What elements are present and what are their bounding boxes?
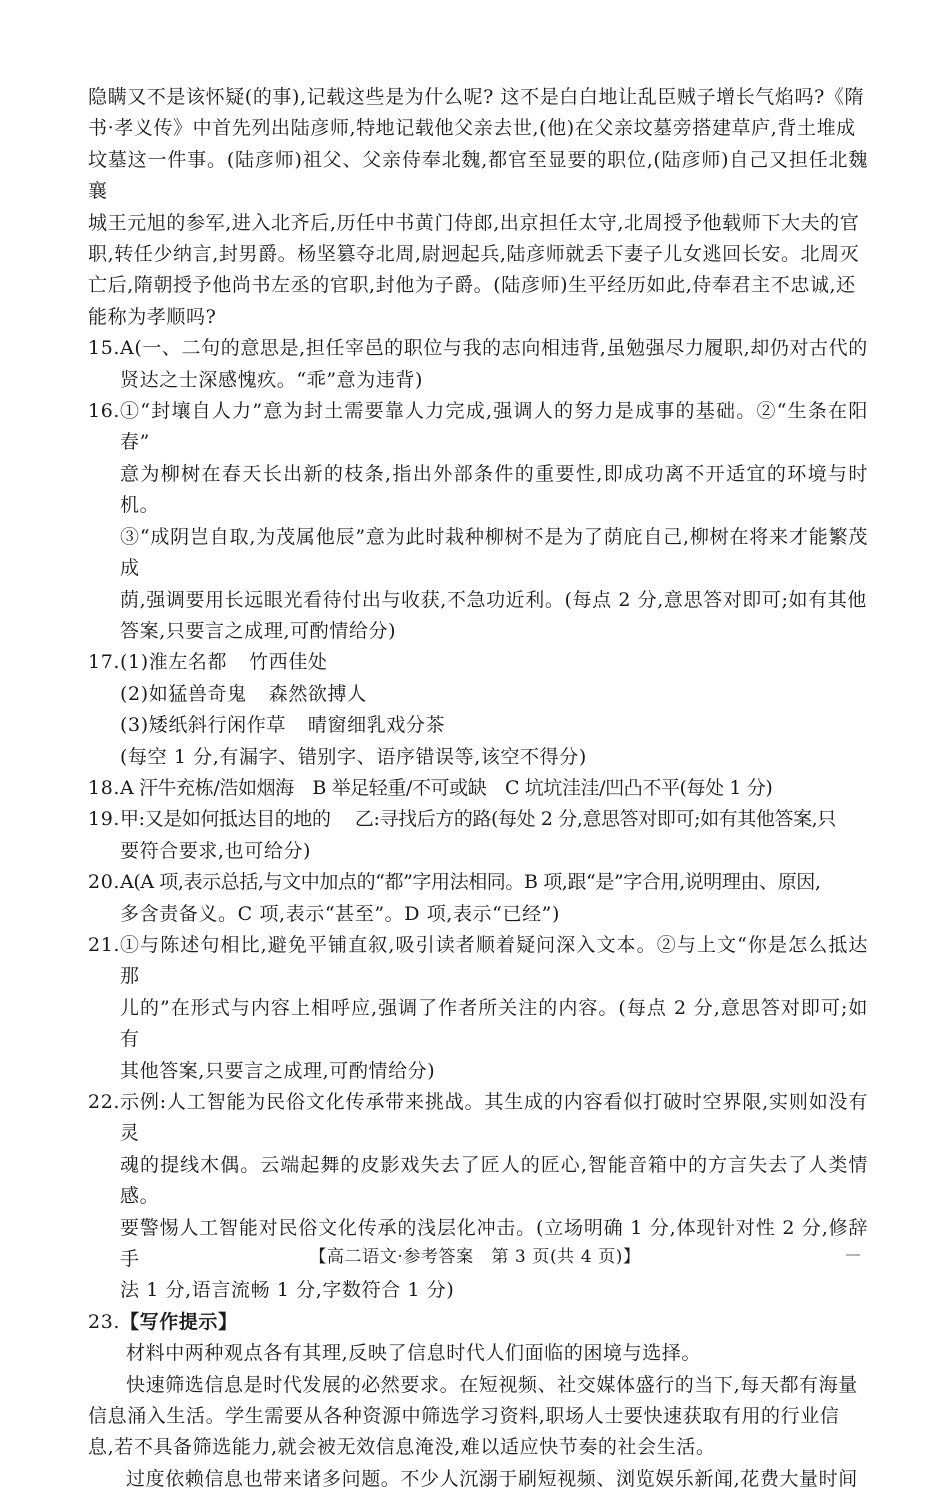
question-16 <box>88 396 868 647</box>
text-line: A(A 项,表示总括,与文中加点的“都”字用法相同。B 项,跟“是”字合用,说明理由、原因, <box>120 871 821 894</box>
question-number: 23. <box>88 1310 121 1333</box>
question-23 <box>88 1307 868 1338</box>
page-footer: 【高二语文·参考答案 第 3 页(共 4 页)】 <box>309 1247 641 1267</box>
question-number: 21. <box>88 933 121 956</box>
text-line: 贤达之士深感愧疚。“乖”意为违背) <box>120 368 424 391</box>
text-line: ①“封壤自人力”意为封土需要靠人力完成,强调人的努力是成事的基础。②“生条在阳春” <box>120 400 868 454</box>
text-line: 过度依赖信息也带来诸多问题。不少人沉溺于刷短视频、浏览娱乐新闻,花费大量时间 <box>126 1467 858 1490</box>
text-line: A(一、二句的意思是,担任宰邑的职位与我的志向相违背,虽勉强尽力履职,却仍对古代的 <box>120 337 868 360</box>
answer-first: (1)淮左名都 <box>120 651 228 674</box>
text-line: 材料中两种观点各有其理,反映了信息时代人们面临的困境与选择。 <box>126 1342 702 1365</box>
text-line: 城王元旭的参军,进入北齐后,历任中书黄门侍郎,出京担任太守,北周授予他载师下大夫的官 <box>88 211 860 234</box>
question-21 <box>88 930 868 1087</box>
text-line: A 汗牛充栋/浩如烟海 B 举足轻重/不可或缺 C 坑坑洼洼/凹凸不平(每处 1 分) <box>120 776 773 799</box>
question-number: 22. <box>88 1091 121 1113</box>
answer-line <box>120 679 868 710</box>
writing-tips-heading: 【写作提示】 <box>120 1310 238 1333</box>
text-line: ①与陈述句相比,避免平铺直叙,吸引读者顺着疑问深入文本。②与上文“你是怎么抵达那 <box>120 933 868 988</box>
answer-second: 森然欲搏人 <box>268 682 367 705</box>
answer-line <box>120 710 868 741</box>
text-line: ③“成阴岂自取,为茂属他辰”意为此时栽种柳树不是为了荫庇自己,柳树在将来才能繁茂成 <box>120 525 868 580</box>
text-line: 答案,只要言之成理,可酌情给分) <box>120 619 397 642</box>
scoring-note: (每空 1 分,有漏字、错别字、语序错误等,该空不得分) <box>120 745 587 768</box>
question-15 <box>88 333 868 396</box>
text-line: 荫,强调要用长远眼光看待付出与收获,不急功近利。(每点 2 分,意思答对即可;如有其他 <box>120 588 867 611</box>
answer-second: 竹西佳处 <box>249 651 328 674</box>
question-number: 15. <box>88 337 121 360</box>
text-line: 能称为孝顺吗? <box>88 305 217 328</box>
question-number: 18. <box>88 776 121 799</box>
answer-first: (2)如猛兽奇鬼 <box>120 682 247 705</box>
text-line: 隐瞒又不是该怀疑(的事),记载这些是为什么呢? 这不是白白地让乱臣贼子增长气焰吗?《隋 <box>88 86 865 108</box>
text-line: 要符合要求,也可给分) <box>120 839 312 862</box>
text-line: 示例:人工智能为民俗文化传承带来挑战。其生成的内容看似打破时空界限,实则如没有灵 <box>120 1091 868 1145</box>
question-number: 17. <box>88 651 121 674</box>
text-line: 坟墓这一件事。(陆彦师)祖父、父亲侍奉北魏,都官至显要的职位,(陆彦师)自己又担任北魏襄 <box>88 148 868 203</box>
text-line: 书·孝义传》中首先列出陆彦师,特地记载他父亲去世,(他)在父亲坟墓旁搭建草庐,背土堆成 <box>88 117 856 140</box>
text-line: 息,若不具备筛选能力,就会被无效信息淹没,难以适应快节奏的社会生活。 <box>88 1436 716 1459</box>
question-number: 20. <box>88 871 121 894</box>
answer-page <box>88 82 868 1495</box>
answer-first: (3)矮纸斜行闲作草 <box>120 714 286 737</box>
question-19 <box>88 804 868 867</box>
text-line: 儿的”在形式与内容上相呼应,强调了作者所关注的内容。(每点 2 分,意思答对即可;如有 <box>120 996 868 1051</box>
question-number: 16. <box>88 400 121 423</box>
text-line: 亡后,隋朝授予他尚书左丞的官职,封他为子爵。(陆彦师)生平经历如此,侍奉君主不忠诚,还 <box>88 274 856 297</box>
text-line: 法 1 分,语言流畅 1 分,字数符合 1 分) <box>120 1279 455 1302</box>
text-line: 魂的提线木偶。云端起舞的皮影戏失去了匠人的匠心,智能音箱中的方言失去了人类情感。 <box>120 1153 868 1208</box>
text-line: 信息涌入生活。学生需要从各种资源中筛选学习资料,职场人士要快速获取有用的行业信 <box>88 1405 840 1428</box>
text-line: 多含责备义。C 项,表示“甚至”。D 项,表示“已经”) <box>120 902 560 925</box>
text-line: 甲:又是如何抵达目的地的 乙:寻找后方的路(每处 2 分,意思答对即可;如有其他答案,只 <box>120 808 836 831</box>
text-line: 职,转任少纳言,封男爵。杨坚篡夺北周,尉迥起兵,陆彦师就丢下妻子儿女逃回长安。北周灭 <box>88 243 860 266</box>
writing-tips-body <box>88 1338 868 1495</box>
question-number: 19. <box>88 808 121 831</box>
question-22 <box>88 1087 868 1307</box>
text-line: 快速筛选信息是时代发展的必然要求。在短视频、社交媒体盛行的当下,每天都有海量 <box>126 1373 858 1396</box>
text-line: 其他答案,只要言之成理,可酌情给分) <box>120 1059 436 1082</box>
intro-paragraph <box>88 82 868 333</box>
question-17 <box>88 647 868 773</box>
question-20 <box>88 867 868 930</box>
answer-line <box>120 647 868 678</box>
answer-second: 晴窗细乳戏分茶 <box>307 714 446 737</box>
text-line: 意为柳树在春天长出新的枝条,指出外部条件的重要性,即成功离不开适宜的环境与时机。 <box>120 462 868 517</box>
question-18 <box>88 773 868 804</box>
corner-mark <box>846 1254 860 1256</box>
text-line: 要警惕人工智能对民俗文化传承的浅层化冲击。(立场明确 1 分,体现针对性 2 分,修辞手 <box>120 1216 868 1271</box>
